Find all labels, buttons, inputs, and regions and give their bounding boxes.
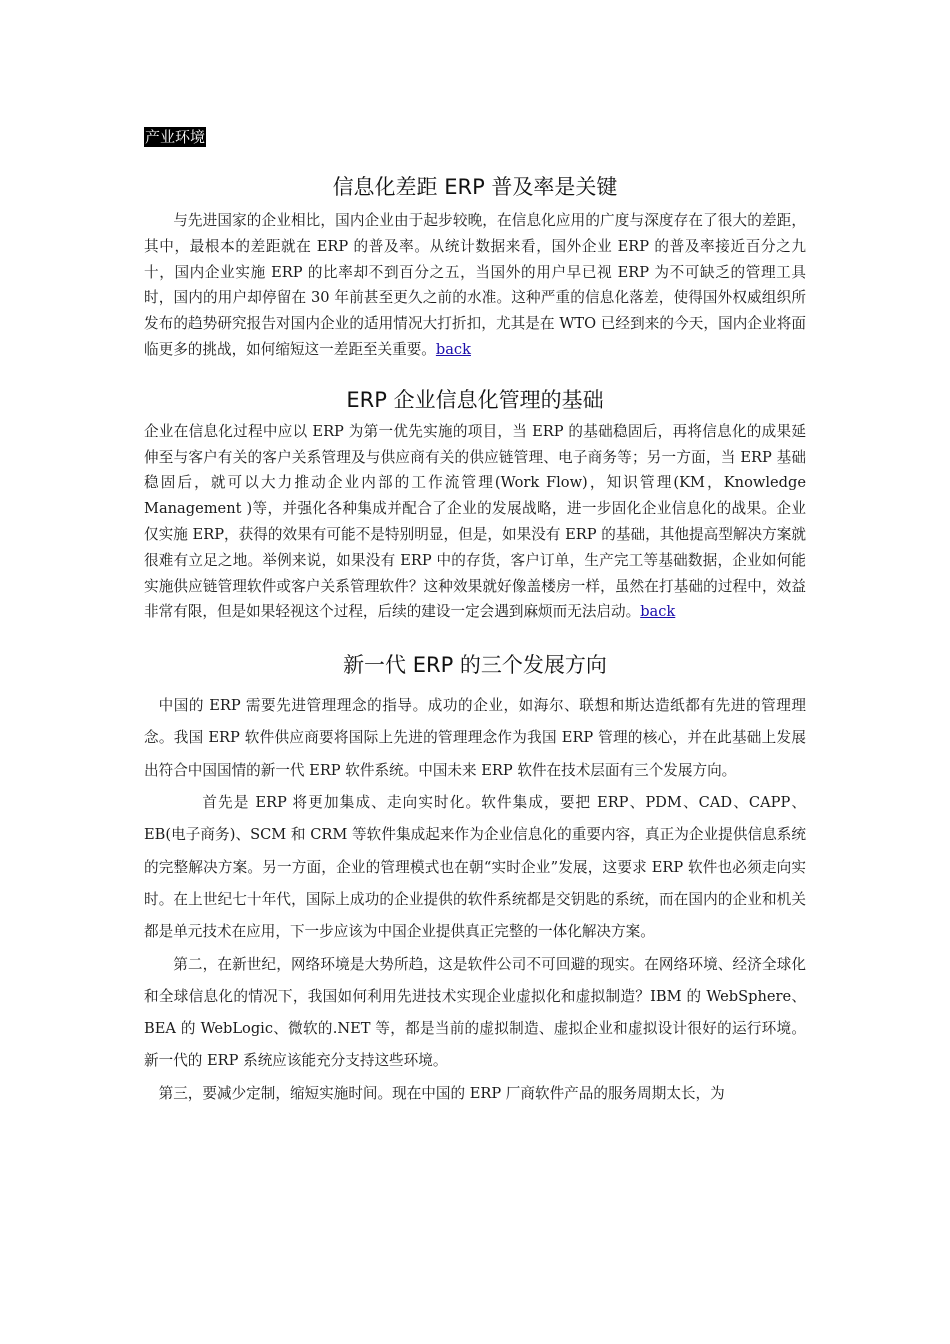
section-1-paragraph-text: 与先进国家的企业相比，国内企业由于起步较晚，在信息化应用的广度与深度存在了很大的差距，其中，最根本的差距就在 ERP 的普及率。从统计数据来看，国外企业 ERP 的普及率接近百分之九十，国内企业实施 ERP 的比率却不到百分之五，当国外的用户早已视 ERP 为不可缺乏的管理工具时，国内的用户却停留在 30 年前甚至更久之前的水准。这种严重的信息化落差，使得国外权威组织所发布的趋势研究报告对国内企业的适用情况大打折扣，尤其是在 WTO 已经到来的今天，国内企业将面临更多的挑战，如何缩短这一差距至关重要。 xyxy=(144,212,806,358)
section-heading-3: 新一代 ERP 的三个发展方向 xyxy=(343,653,607,678)
section-heading-2: ERP 企业信息化管理的基础 xyxy=(346,387,604,412)
section-1-paragraph xyxy=(144,208,806,363)
back-link-1[interactable]: back xyxy=(435,340,471,358)
back-link-2[interactable]: back xyxy=(640,603,676,621)
section-3-paragraph-1: 中国的 ERP 需要先进管理理念的指导。成功的企业，如海尔、联想和斯达造纸都有先进的管理理念。我国 ERP 软件供应商要将国际上先进的管理理念作为我国 ERP 管理的核心，并在此基础上发展出符合中国国情的新一代 ERP 软件系统。中国未来 ERP 软件在技术层面有三个发展方向。 xyxy=(144,697,806,779)
section-2-paragraph-text: 企业在信息化过程中应以 ERP 为第一优先实施的项目，当 ERP 的基础稳固后，再将信息化的成果延伸至与客户有关的客户关系管理及与供应商有关的供应链管理、电子商务等；另一方面，当 ERP 基础稳固后，就可以大力推动企业内部的工作流管理(Work Flow)，知识管理(KM，Knowledge Management )等，并强化各种集成并配合了企业的发展战略，进一步固化企业信息化的战果。企业仅实施 ERP，获得的效果有可能不是特别明显，但是，如果没有 ERP 的基础，其他提高型解决方案就很难有立足之地。举例来说，如果没有 ERP 中的存货，客户订单，生产完工等基础数据，企业如何能实施供应链管理软件或客户关系管理软件？这种效果就好像盖楼房一样，虽然在打基础的过程中，效益非常有限，但是如果轻视这个过程，后续的建设一定会遇到麻烦而无法启动。 xyxy=(144,422,806,621)
category-tag: 产业环境 xyxy=(145,128,206,146)
article-body xyxy=(144,172,806,1110)
section-heading-1: 信息化差距 ERP 普及率是关键 xyxy=(332,175,618,199)
section-2-paragraph xyxy=(144,419,806,625)
section-3-paragraph-2: 首先是 ERP 将更加集成、走向实时化。软件集成，要把 ERP、PDM、CAD、CAPP、EB(电子商务)、SCM 和 CRM 等软件集成起来作为企业信息化的重要内容，真正为企业提供信息系统的完整解决方案。另一方面，企业的管理模式也在朝“实时企业”发展，这要求 ERP 软件也必须走向实时。在上世纪七十年代，国际上成功的企业提供的软件系统都是交钥匙的系统，而在国内的企业和机关都是单元技术在应用，下一步应该为中国企业提供真正完整的一体化解决方案。 xyxy=(144,794,806,941)
section-3-paragraph-3: 第二，在新世纪，网络环境是大势所趋，这是软件公司不可回避的现实。在网络环境、经济全球化和全球信息化的情况下，我国如何利用先进技术实现企业虚拟化和虚拟制造？IBM 的 WebSphere、BEA 的 WebLogic、微软的.NET 等，都是当前的虚拟制造、虚拟企业和虚拟设计很好的运行环境。新一代的 ERP 系统应该能充分支持这些环境。 xyxy=(144,955,806,1070)
section-3-paragraph-4: 第三，要减少定制，缩短实施时间。现在中国的 ERP 厂商软件产品的服务周期太长，为 xyxy=(158,1084,725,1102)
